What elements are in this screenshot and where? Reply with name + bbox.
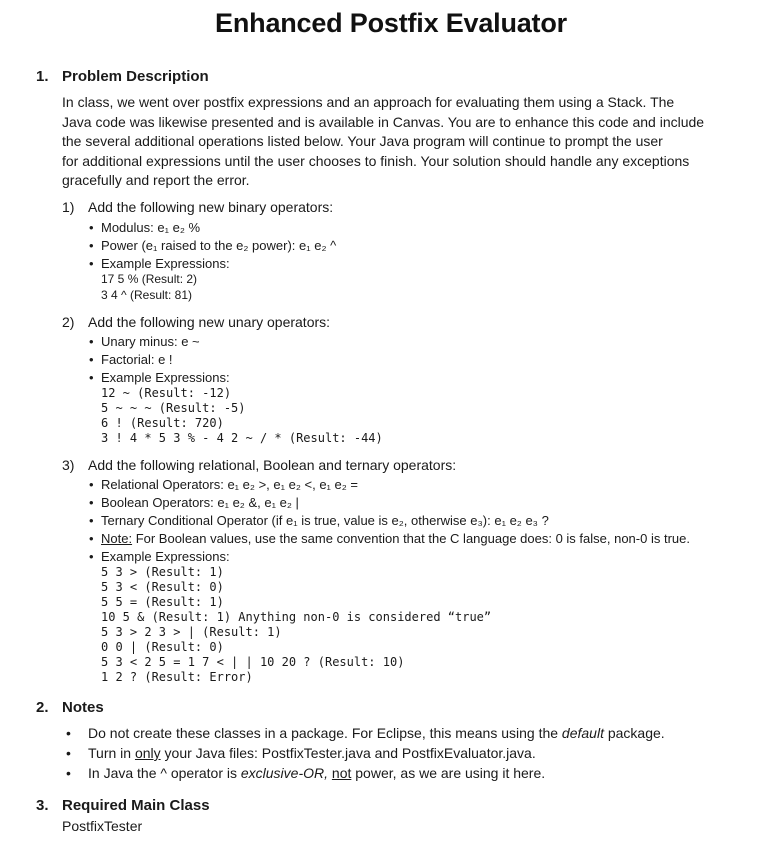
bullet-factorial: Factorial: e ! — [101, 352, 173, 367]
bullet-icon: • — [66, 745, 71, 761]
bullet-examples-label: Example Expressions: — [101, 370, 230, 385]
bullet-unary-minus: Unary minus: e ~ — [101, 334, 200, 349]
bullet-icon: • — [66, 765, 71, 781]
paragraph-line: Java code was likewise presented and is available in Canvas. You are to enhance this code and include — [62, 113, 705, 130]
example-expression: 5 3 < 2 5 = 1 7 < | | 10 20 ? (Result: 10) — [101, 655, 405, 669]
subsection-3-heading: Add the following relational, Boolean and ternary operators: — [88, 457, 457, 473]
bullet-icon: • — [89, 352, 94, 367]
bullet-icon: • — [89, 495, 94, 510]
subsection-2-heading: Add the following new unary operators: — [88, 314, 331, 330]
bullet-icon: • — [89, 370, 94, 385]
example-expression: 5 3 > (Result: 1) — [101, 565, 224, 579]
bullet-icon: • — [89, 477, 94, 492]
paragraph-line: gracefully and report the error. — [62, 172, 250, 188]
bullet-icon: • — [89, 238, 94, 253]
section-1-number: 1. — [36, 68, 49, 85]
note-item-package: Do not create these classes in a package. For Eclipse, this means using the default package. — [88, 725, 665, 741]
bullet-examples-label: Example Expressions: — [101, 256, 230, 271]
section-2-heading: Notes — [62, 699, 104, 716]
bullet-boolean: Boolean Operators: e₁ e₂ &, e₁ e₂ | — [101, 495, 299, 510]
paragraph-line: In class, we went over postfix expressions and an approach for evaluating them using a Stack. The — [62, 94, 675, 110]
note-item-turn-in: Turn in only your Java files: PostfixTester.java and PostfixEvaluator.java. — [88, 745, 536, 761]
example-expression: 5 3 > 2 3 > | (Result: 1) — [101, 625, 282, 639]
bullet-ternary: Ternary Conditional Operator (if e₁ is true, value is e₂, otherwise e₃): e₁ e₂ e₃ ? — [101, 513, 549, 528]
example-expression: 5 ~ ~ ~ (Result: -5) — [101, 401, 246, 415]
example-expression: 12 ~ (Result: -12) — [101, 386, 232, 400]
subsection-3-number: 3) — [62, 457, 75, 473]
bullet-icon: • — [66, 725, 71, 741]
example-expression: 6 ! (Result: 720) — [101, 416, 224, 430]
problem-description-paragraph — [62, 93, 722, 191]
example-expression: 17 5 % (Result: 2) — [101, 272, 198, 286]
bullet-icon: • — [89, 256, 94, 271]
example-expression: 0 0 | (Result: 0) — [101, 640, 224, 654]
page-title: Enhanced Postfix Evaluator — [215, 8, 567, 38]
bullet-power: Power (e₁ raised to the e₂ power): e₁ e₂ ^ — [101, 238, 337, 253]
example-expression: 5 5 = (Result: 1) — [101, 595, 224, 609]
bullet-modulus: Modulus: e₁ e₂ % — [101, 220, 201, 235]
example-expression: 3 ! 4 * 5 3 % - 4 2 ~ / * (Result: -44) — [101, 431, 383, 445]
bullet-icon: • — [89, 220, 94, 235]
paragraph-line: for additional expressions until the user chooses to finish. Your solution should handle any exceptions — [62, 152, 690, 169]
example-expression: 10 5 & (Result: 1) Anything non-0 is considered “true” — [101, 610, 492, 624]
subsection-1-heading: Add the following new binary operators: — [88, 199, 334, 215]
subsection-1-number: 1) — [62, 199, 75, 215]
note-item-xor: In Java the ^ operator is exclusive-OR, not power, as we are using it here. — [88, 765, 546, 781]
section-3-heading: Required Main Class — [62, 797, 210, 814]
note-label: Note: — [101, 531, 133, 546]
bullet-icon: • — [89, 513, 94, 528]
main-class-name: PostfixTester — [62, 818, 143, 834]
example-expression: 5 3 < (Result: 0) — [101, 580, 224, 594]
note-text: For Boolean values, use the same convention that the C language does: 0 is false, non-0 is true. — [132, 531, 690, 546]
section-2-number: 2. — [36, 699, 49, 716]
bullet-icon: • — [89, 549, 94, 564]
bullet-relational: Relational Operators: e₁ e₂ >, e₁ e₂ <, e₁ e₂ = — [101, 477, 359, 492]
subsection-2-number: 2) — [62, 314, 75, 330]
bullet-icon: • — [89, 334, 94, 349]
bullet-note — [101, 531, 690, 546]
section-1-heading: Problem Description — [62, 68, 209, 85]
paragraph-line: the several additional operations listed below. Your Java program will continue to prompt the user — [62, 133, 663, 149]
bullet-icon: • — [89, 531, 94, 546]
bullet-examples-label: Example Expressions: — [101, 549, 230, 564]
example-expression: 3 4 ^ (Result: 81) — [101, 288, 193, 302]
example-expression: 1 2 ? (Result: Error) — [101, 670, 253, 684]
section-3-number: 3. — [36, 797, 49, 814]
